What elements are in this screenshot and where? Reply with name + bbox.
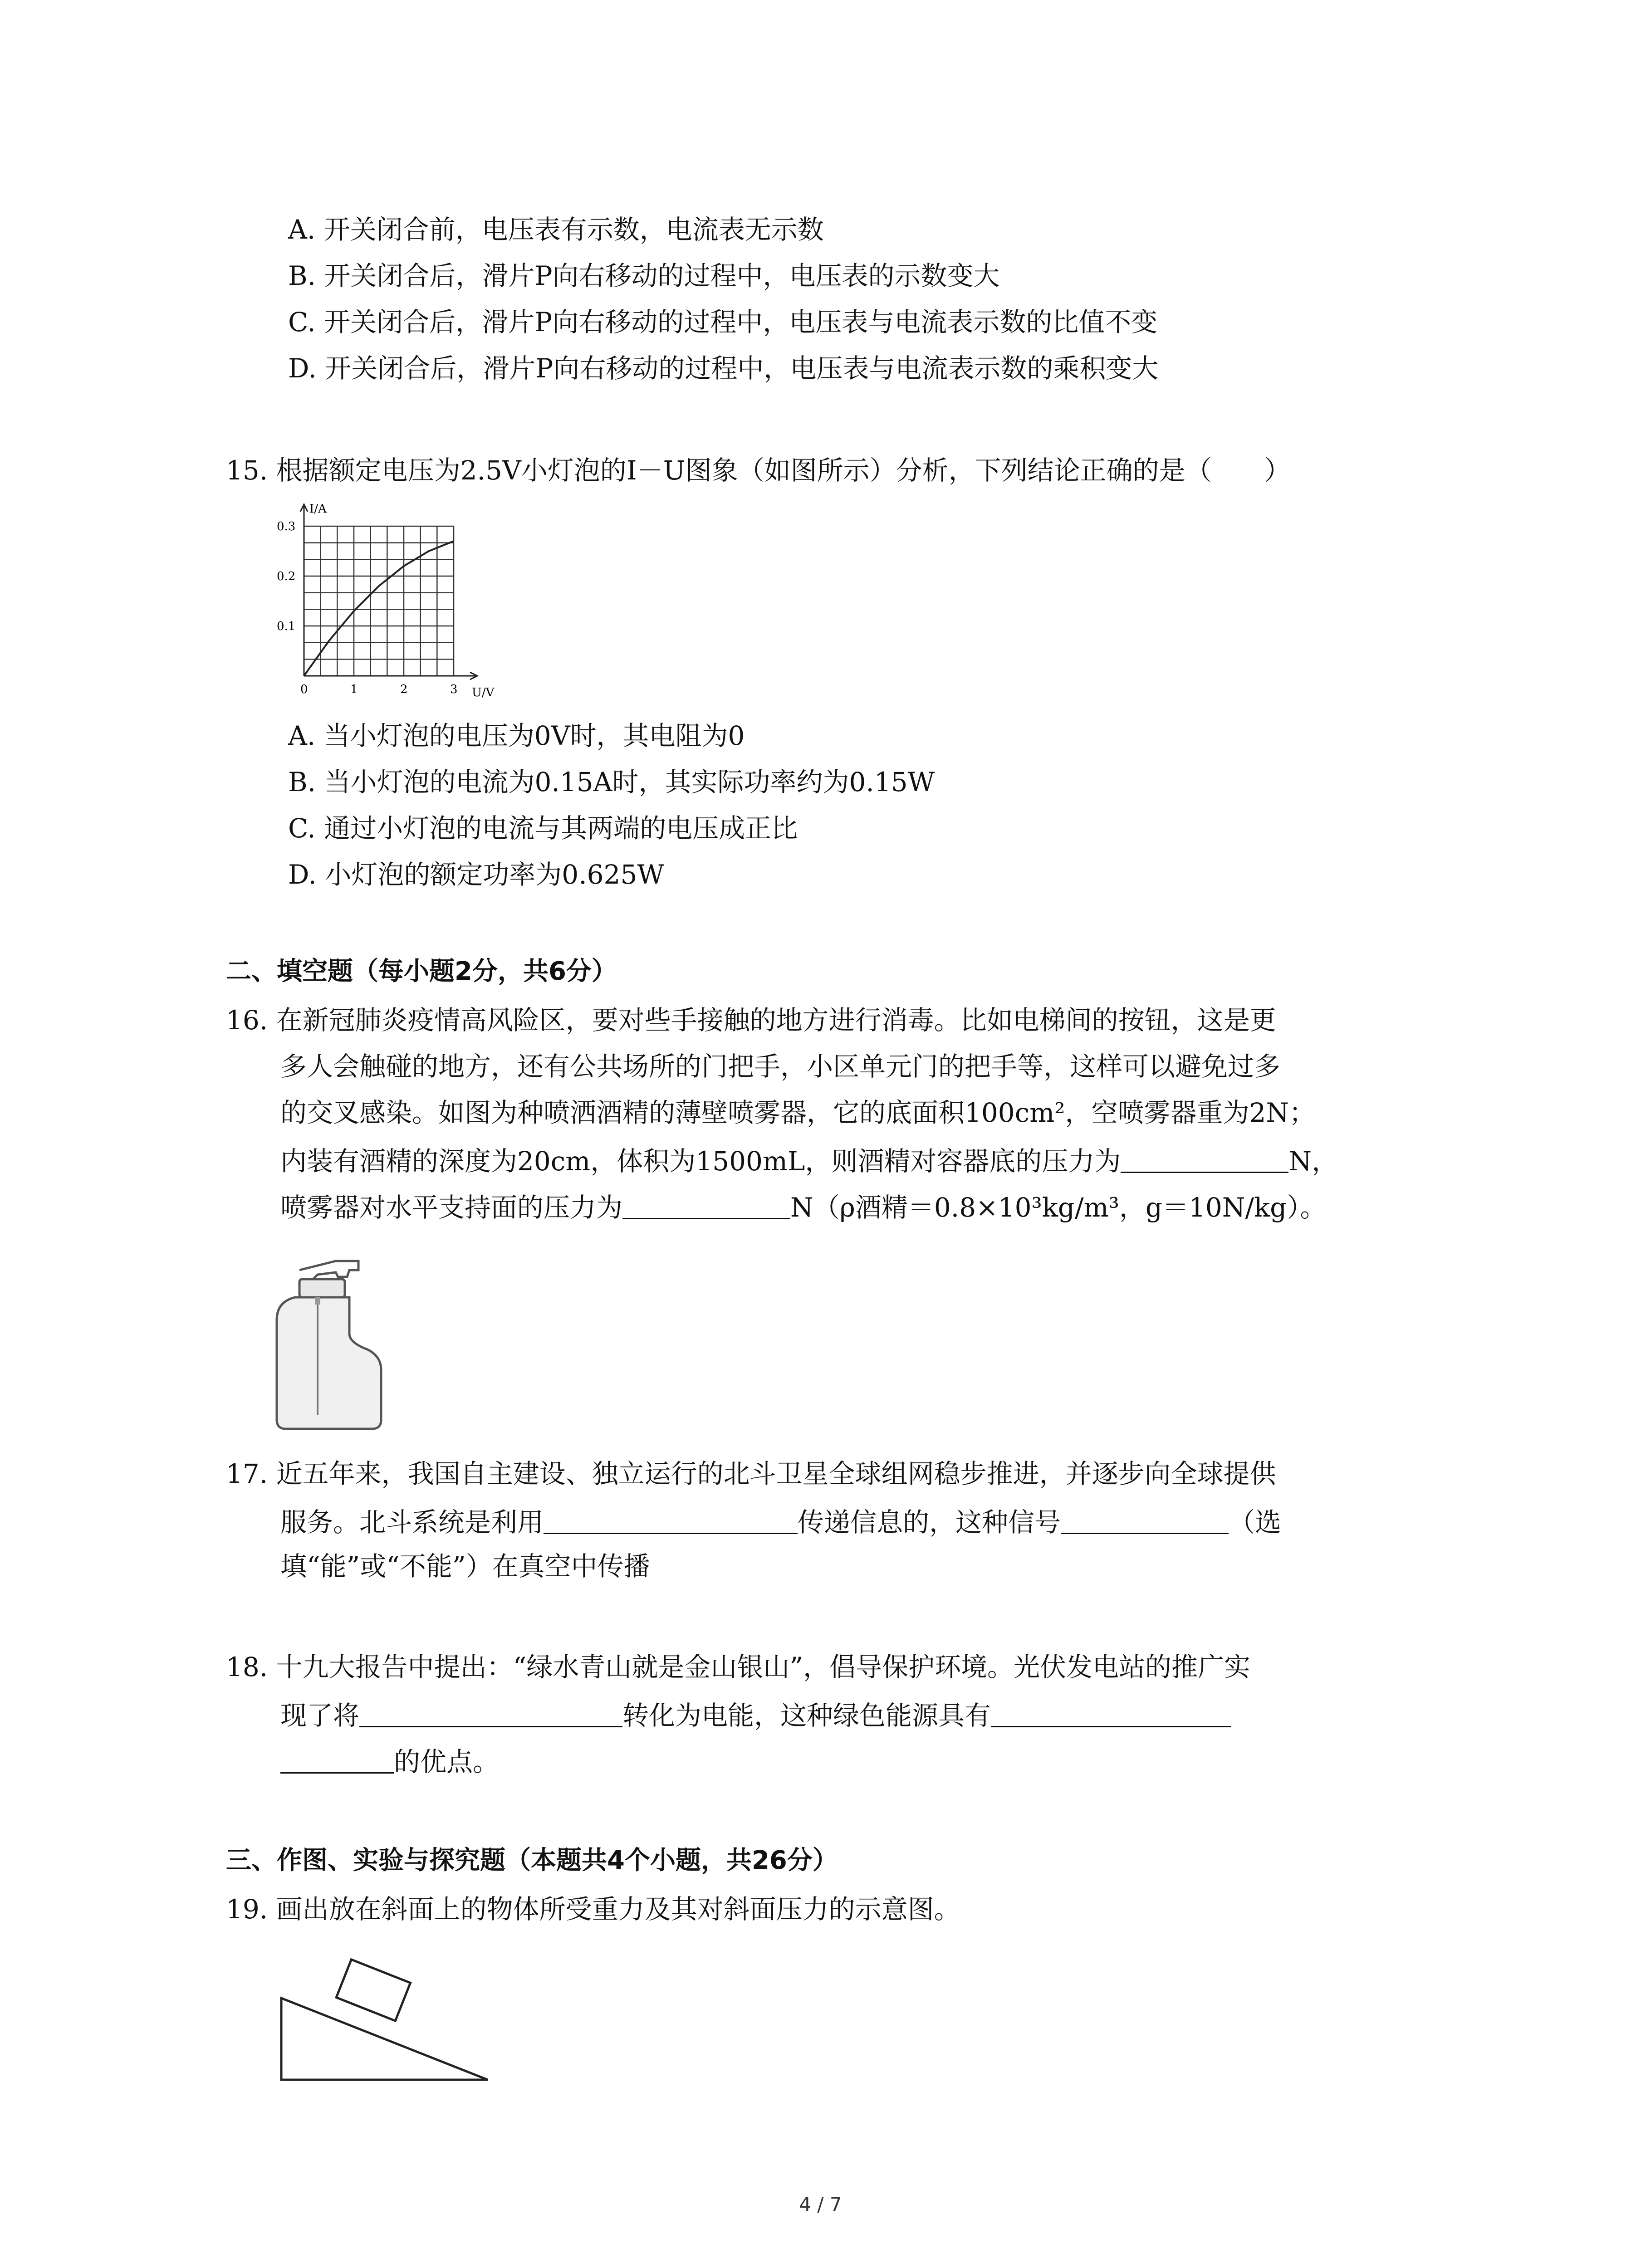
x-tick-label: 0 [300,683,308,696]
q16-line4-text: 内装有酒精的深度为20cm，体积为1500mL，则酒精对容器底的压力为 [280,1146,1121,1177]
q18-line2 [280,1698,1231,1732]
page-number: 4 / 7 [799,2193,842,2215]
q16-line5 [280,1190,1326,1224]
x-axis [304,672,477,679]
y-tick-label: 0.3 [277,520,296,533]
x-tick-label: 1 [350,683,358,696]
q15-option-c: C. 通过小灯泡的电流与其两端的电压成正比 [288,813,798,844]
q18-blank-2[interactable] [991,1698,1231,1727]
q18-blank-1[interactable] [359,1698,622,1727]
q17-line2 [280,1505,1281,1539]
q14-option-d: D. 开关闭合后，滑片P向右移动的过程中，电压表与电流表示数的乘积变大 [288,353,1159,384]
chart-ylabel: I/A [309,502,327,516]
q16-line4 [280,1144,1338,1178]
chart-xlabel: U/V [472,686,495,699]
x-tick-label: 3 [450,683,458,696]
q14-option-a: A. 开关闭合前，电压表有示数，电流表无示数 [288,214,824,245]
q17-line1: 17. 近五年来，我国自主建设、独立运行的北斗卫星全球组网稳步推进，并逐步向全球提供 [226,1458,1276,1489]
q18-line2-text-a: 现了将 [280,1700,360,1731]
y-tick-label: 0.1 [277,620,296,633]
iu-chart [272,492,526,710]
q14-option-c: C. 开关闭合后，滑片P向右移动的过程中，电压表与电流表示数的比值不变 [288,307,1158,337]
q18-line3 [280,1744,499,1778]
q15-option-d: D. 小灯泡的额定功率为0.625W [288,859,664,890]
q17-line2-text-a: 服务。北斗系统是利用 [280,1507,544,1538]
q19-stem: 19. 画出放在斜面上的物体所受重力及其对斜面压力的示意图。 [226,1894,960,1925]
y-axis [300,504,308,676]
q17-blank-2[interactable] [1061,1505,1229,1534]
chart-axes [300,504,477,679]
chart-grid [304,526,454,676]
q17-line2-text-c: （选 [1229,1507,1282,1538]
iu-curve [304,541,454,676]
q17-line3: 填“能”或“不能”）在真空中传播 [280,1551,650,1582]
q14-option-b: B. 开关闭合后，滑片P向右移动的过程中，电压表的示数变大 [288,260,1000,291]
q16-blank-1[interactable] [1121,1144,1288,1173]
q16-line1: 16. 在新冠肺炎疫情高风险区，要对些手接触的地方进行消毒。比如电梯间的按钮，这是更 [226,1005,1276,1036]
q17-blank-1[interactable] [544,1505,798,1534]
q15-stem: 15. 根据额定电压为2.5V小灯泡的I－U图象（如图所示）分析，下列结论正确的是（ ） [226,455,1291,486]
x-tick-label: 2 [400,683,408,696]
section2-heading: 二、填空题（每小题2分，共6分） [226,957,617,986]
q18-line1: 18. 十九大报告中提出：“绿水青山就是金山银山”，倡导保护环境。光伏发电站的推广实 [226,1652,1250,1682]
q15-option-a: A. 当小灯泡的电压为0V时，其电阻为0 [288,720,745,751]
q17-line2-text-b: 传递信息的，这种信号 [798,1507,1061,1538]
q16-blank-2[interactable] [622,1190,790,1219]
section3-heading: 三、作图、实验与探究题（本题共4个小题，共26分） [226,1846,838,1875]
q18-blank-2-cont[interactable] [280,1744,394,1774]
q16-line4-unit: N， [1288,1146,1338,1177]
q16-line2: 多人会触碰的地方，还有公共场所的门把手，小区单元门的把手等，这样可以避免过多 [280,1051,1281,1082]
q15-option-b: B. 当小灯泡的电流为0.15A时，其实际功率约为0.15W [288,767,935,797]
q16-line5-unit: N（ρ酒精＝0.8×10³kg/m³，g＝10N/kg）。 [790,1192,1327,1223]
y-tick-label: 0.2 [277,570,296,583]
q16-line5-text: 喷雾器对水平支持面的压力为 [280,1192,623,1223]
q16-line3: 的交叉感染。如图为种喷洒酒精的薄壁喷雾器，它的底面积100cm²，空喷雾器重为2N； [280,1097,1316,1128]
q18-line2-text-b: 转化为电能，这种绿色能源具有 [622,1700,991,1731]
incline-block-figure [272,1937,499,2087]
q18-line3-text: 的优点。 [394,1746,500,1777]
spray-bottle-figure [268,1252,404,1433]
